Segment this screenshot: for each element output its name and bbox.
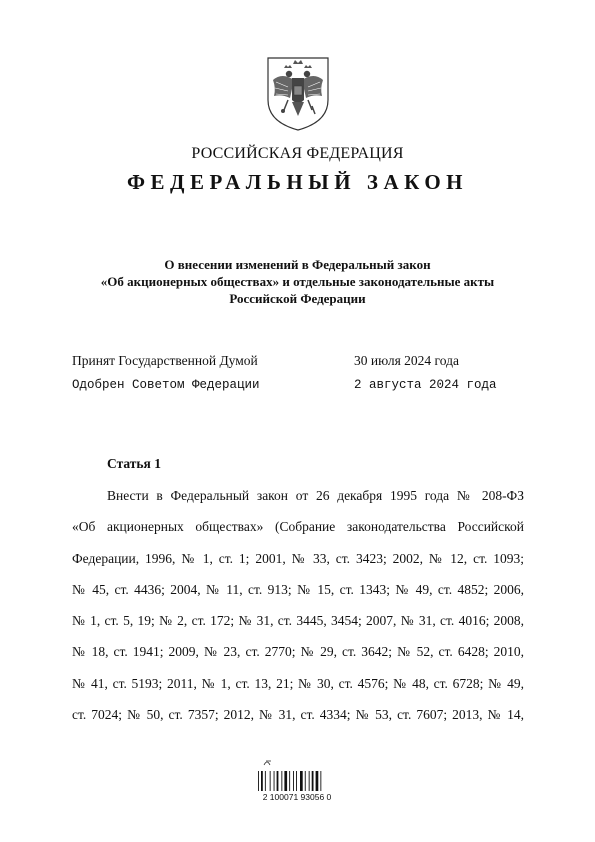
adoption-row-duma	[72, 353, 532, 369]
barcode-bar	[258, 771, 259, 791]
body-line: № 41, ст. 5193; 2011, № 1, ст. 13, 21; № 30, ст. 4576; № 48, ст. 6728; № 49,	[72, 675, 524, 691]
barcode-bar	[289, 771, 290, 791]
country-name: РОССИЙСКАЯ ФЕДЕРАЦИЯ	[191, 145, 404, 162]
barcode-bar	[309, 771, 310, 791]
barcode-bar	[293, 771, 294, 791]
barcode-bar	[300, 771, 303, 791]
body-line: Федерации, 1996, № 1, ст. 1; 2001, № 33, ст. 3423; 2002, № 12, ст. 1093;	[72, 550, 524, 566]
barcode-bar	[312, 771, 314, 791]
barcode-bar	[261, 771, 263, 791]
barcode-bar	[296, 771, 297, 791]
approval-label: Одобрен Советом Федерации	[72, 378, 260, 392]
law-title-line: Российской Федерации	[229, 291, 366, 306]
law-title-line: О внесении изменений в Федеральный закон	[164, 257, 431, 272]
barcode-bar	[270, 771, 271, 791]
adoption-date: 30 июля 2024 года	[354, 353, 459, 368]
barcode-bar	[320, 771, 321, 791]
law-type-heading: ФЕДЕРАЛЬНЫЙ ЗАКОН	[127, 170, 468, 194]
barcode-bar	[265, 771, 266, 791]
law-title	[0, 256, 595, 307]
body-line: № 1, ст. 5, 19; № 2, ст. 172; № 31, ст. 3445, 3454; 2007, № 31, ст. 4016; 2008,	[72, 613, 524, 629]
body-line: ст. 7024; № 50, ст. 7357; 2012, № 31, ст. 4334; № 53, ст. 7607; 2013, № 14,	[72, 707, 524, 723]
barcode-bar	[274, 771, 275, 791]
article-body	[72, 486, 524, 736]
barcode-bar	[277, 771, 279, 791]
approval-date: 2 августа 2024 года	[354, 378, 497, 392]
barcode-bar	[305, 771, 306, 791]
article-heading: Статья 1	[107, 456, 161, 471]
coat-of-arms-emblem	[264, 54, 332, 132]
law-title-line: «Об акционерных обществах» и отдельные законодательные акты	[100, 274, 495, 289]
barcode-bar	[284, 771, 287, 791]
body-line: № 45, ст. 4436; 2004, № 11, ст. 913; № 15, ст. 1343; № 49, ст. 4852; 2006,	[72, 581, 524, 597]
body-line: № 18, ст. 1941; 2009, № 23, ст. 2770; № 29, ст. 3642; № 52, ст. 6428; 2010,	[72, 644, 524, 660]
adoption-row-council	[72, 378, 532, 392]
body-line: «Об акционерных обществах» (Собрание законодательства Российской	[72, 519, 524, 535]
body-line: Внести в Федеральный закон от 26 декабря 1995 года № 208-ФЗ	[107, 488, 524, 503]
adoption-label: Принят Государственной Думой	[72, 353, 258, 368]
barcode-bar	[281, 771, 282, 791]
barcode-bar	[316, 771, 319, 791]
barcode-number: 2 100071 93056 0	[262, 792, 332, 802]
